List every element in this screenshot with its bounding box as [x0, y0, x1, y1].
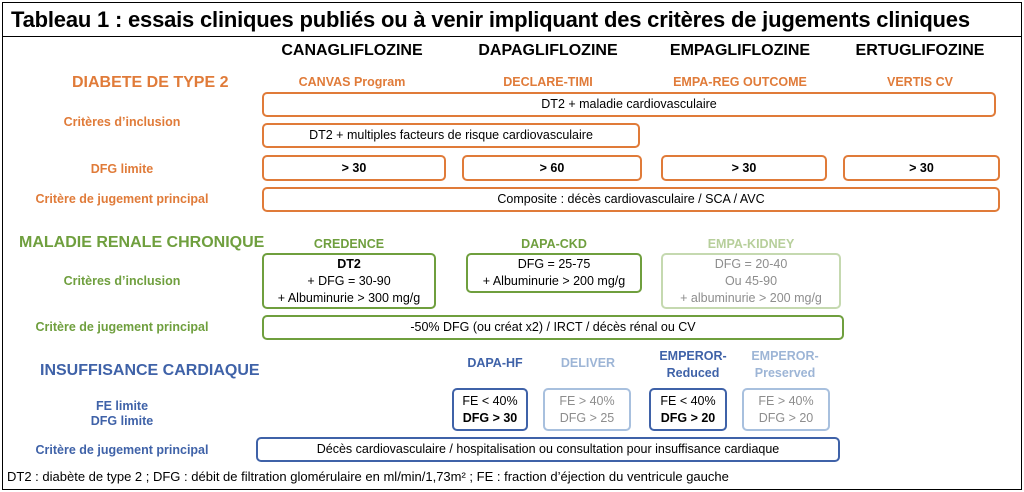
emperor-reduced-box [649, 388, 727, 431]
deliver-box [543, 388, 631, 431]
dapa-hf-fe: FE < 40% [462, 393, 518, 408]
label-critere-renal: Critère de jugement principal [35, 320, 209, 334]
dfg-dapagliflozine-box [462, 155, 642, 181]
critere-renal-text: -50% DFG (ou créat x2) / IRCT / décès rénal ou CV [410, 320, 696, 334]
inclusion-all-box [262, 92, 996, 117]
dfg-canagliflozine-box [262, 155, 446, 181]
inclusion-canvas-box [262, 123, 640, 148]
trial-emperor-preserved-line-2: Preserved [754, 366, 816, 380]
trial-dapa-ckd: DAPA-CKD [521, 237, 587, 251]
title-bar [3, 3, 1021, 37]
label-dfg-diabete: DFG limite [90, 162, 154, 176]
dfg-empagliflozine: > 30 [731, 160, 757, 175]
dapa-ckd-line-2: + Albuminurie > 200 mg/g [482, 274, 626, 288]
dfg-ertuglifozine: > 30 [909, 160, 934, 175]
dfg-empagliflozine-box [661, 155, 827, 181]
page-title: Tableau 1 : essais cliniques publiés ou à venir impliquant des critères de jugements cliniques [11, 7, 970, 32]
emperor-preserved-fe: FE > 40% [758, 393, 814, 408]
label-critere-diabete: Critère de jugement principal [35, 192, 209, 206]
trial-deliver: DELIVER [560, 356, 616, 370]
trial-empa-kidney: EMPA-KIDNEY [707, 237, 795, 251]
trial-credence: CREDENCE [313, 237, 385, 251]
section-cardiaque: INSUFFISANCE CARDIAQUE [40, 362, 260, 379]
critere-diabete-box [262, 187, 1000, 212]
credence-line-3: + Albuminurie > 300 mg/g [277, 290, 421, 305]
emperor-reduced-dfg: DFG > 20 [660, 410, 716, 425]
emperor-reduced-fe: FE < 40% [660, 393, 716, 408]
dfg-ertuglifozine-box [843, 155, 1000, 181]
critere-cardiaque-text: Décès cardiovasculaire / hospitalisation ou consultation pour insuffisance cardiaque [316, 442, 780, 456]
trial-emperor-reduced-line-1: EMPEROR- [659, 349, 727, 363]
label-inclusion-diabete: Critères d’inclusion [63, 115, 181, 129]
trial-vertis: VERTIS CV [887, 75, 953, 89]
emperor-preserved-dfg: DFG > 20 [758, 410, 814, 425]
dapa-hf-dfg: DFG > 30 [462, 410, 518, 425]
trial-emperor-preserved-line-1: EMPEROR- [751, 349, 819, 363]
dapa-ckd-line-1: DFG = 25-75 [517, 257, 591, 271]
label-inclusion-renal: Critères d’inclusion [63, 274, 181, 288]
dfg-dapagliflozine: > 60 [539, 160, 565, 175]
drug-header-ertuglifozine: ERTUGLIFOZINE [855, 42, 985, 59]
emperor-preserved-box [742, 388, 830, 431]
trial-empa-reg: EMPA-REG OUTCOME [673, 75, 807, 89]
empa-kidney-line-3: + albuminurie > 200 mg/g [680, 290, 822, 305]
critere-diabete-text: Composite : décès cardiovasculaire / SCA / AVC [497, 192, 765, 206]
empa-kidney-inclusion-box [661, 253, 841, 309]
inclusion-all-text: DT2 + maladie cardiovasculaire [541, 97, 717, 111]
dfg-canagliflozine: > 30 [341, 160, 367, 175]
credence-line-2: + DFG = 30-90 [307, 273, 391, 288]
dapa-ckd-inclusion-box [466, 253, 642, 293]
trial-emperor-reduced-line-2: Reduced [666, 366, 720, 380]
trial-canvas: CANVAS Program [298, 75, 406, 89]
trial-dapa-hf: DAPA-HF [467, 356, 523, 370]
inclusion-canvas-text: DT2 + multiples facteurs de risque cardiovasculaire [309, 128, 593, 142]
section-diabete: DIABETE DE TYPE 2 [72, 74, 229, 91]
label-fe-limite: FE limite [95, 399, 149, 413]
drug-header-canagliflozine: CANAGLIFLOZINE [281, 42, 423, 59]
section-renal: MALADIE RENALE CHRONIQUE [19, 234, 265, 251]
deliver-dfg: DFG > 25 [559, 410, 615, 425]
drug-header-dapagliflozine: DAPAGLIFLOZINE [478, 42, 618, 59]
label-critere-cardiaque: Critère de jugement principal [35, 443, 209, 457]
empa-kidney-line-2: Ou 45-90 [724, 273, 778, 288]
trial-declare: DECLARE-TIMI [503, 75, 593, 89]
critere-renal-box [262, 315, 844, 340]
critere-cardiaque-box [256, 437, 840, 462]
drug-header-empagliflozine: EMPAGLIFLOZINE [669, 42, 811, 59]
deliver-fe: FE > 40% [559, 393, 615, 408]
credence-inclusion-box [262, 253, 436, 309]
label-dfg-cardiaque: DFG limite [90, 414, 154, 428]
credence-line-1: DT2 [337, 256, 361, 271]
empa-kidney-line-1: DFG = 20-40 [714, 256, 788, 271]
footnote: DT2 : diabète de type 2 ; DFG : débit de filtration glomérulaire en ml/min/1,73m² ; FE : fraction d’éjection du ventricule gauche [7, 469, 729, 484]
dapa-hf-box [452, 388, 528, 431]
